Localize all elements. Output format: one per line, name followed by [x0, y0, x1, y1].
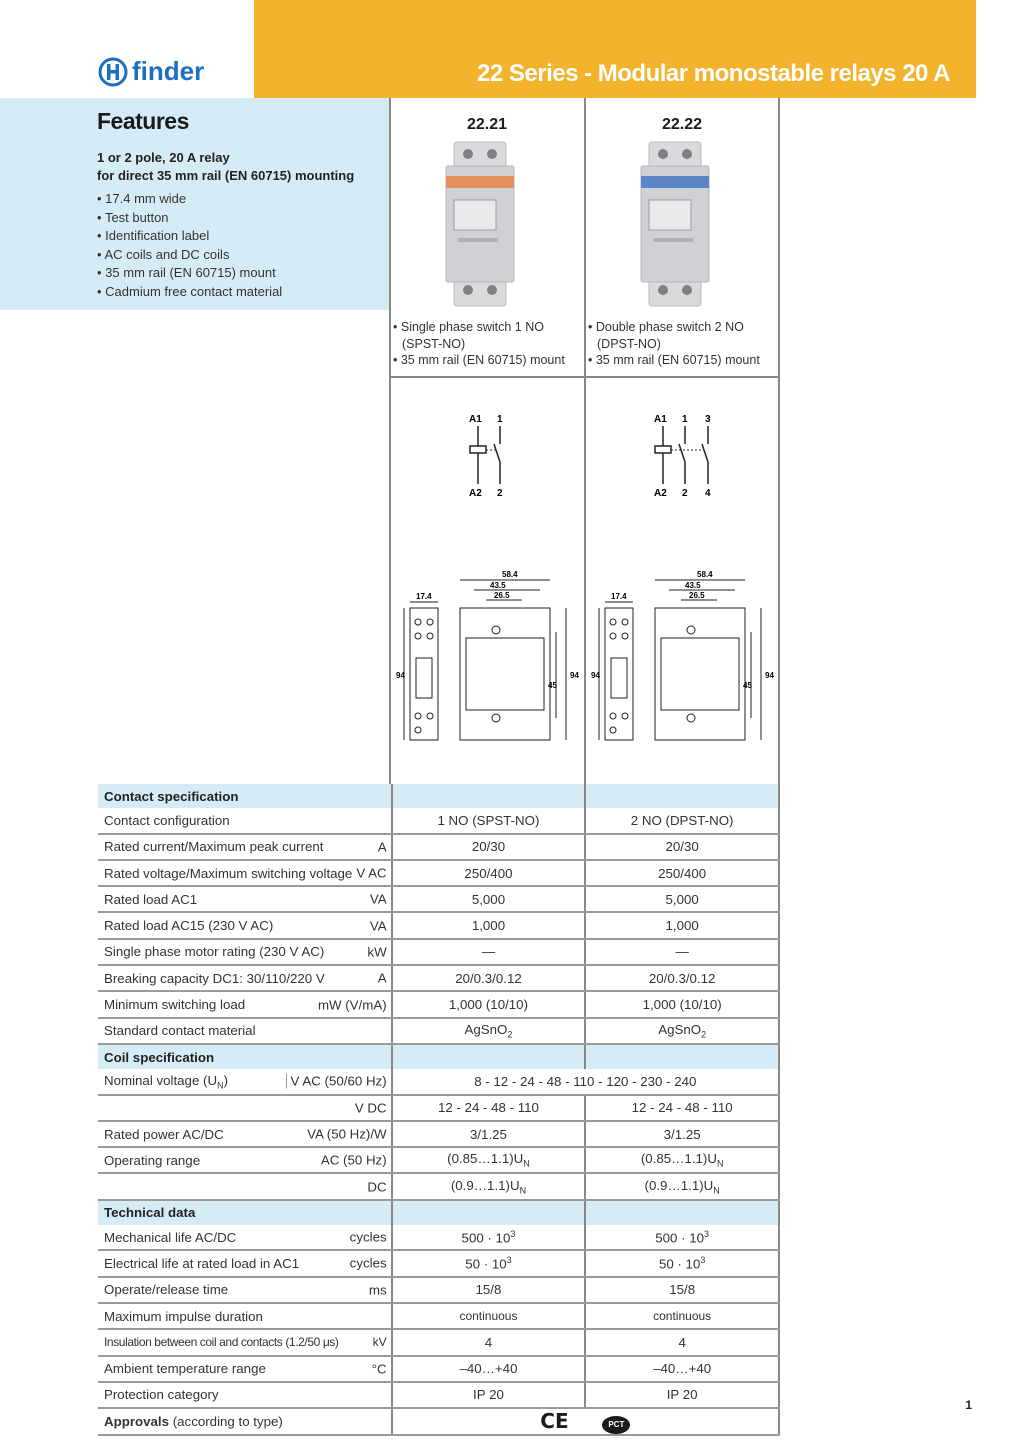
- dimension-label: 94: [591, 671, 600, 680]
- row-label: Rated power AC/DC: [104, 1126, 224, 1142]
- value-22-21: 3/1.25: [392, 1121, 586, 1147]
- terminal-label: 1: [497, 414, 503, 425]
- dimension-label: 45: [743, 681, 752, 690]
- row-label: Protection category: [104, 1387, 219, 1403]
- value-22-21: $(0.85\dots 1.1)U_N$: [392, 1147, 586, 1173]
- value-22-22: 1,000: [585, 912, 779, 938]
- feature-item: • 35 mm rail (EN 60715) mount: [97, 264, 282, 283]
- table-row: [98, 912, 779, 938]
- row-label: Rated load AC1: [104, 891, 198, 907]
- value-22-22: IP 20: [585, 1382, 779, 1408]
- dimension-label: 43.5: [490, 581, 506, 590]
- value-22-22: $500 \cdot 10^3$: [585, 1225, 779, 1250]
- spec-table: [98, 784, 780, 1436]
- row-label: Ambient temperature range: [104, 1361, 266, 1377]
- dimension-label: 26.5: [689, 591, 705, 600]
- features-title: Features: [97, 108, 189, 134]
- section-title: Coil specification: [98, 1044, 392, 1069]
- row-label: Nominal voltage $(U_N)$: [104, 1072, 229, 1091]
- model-notes-22-22: [588, 319, 778, 369]
- table-row: [98, 860, 779, 886]
- value-22-22: 20/30: [585, 834, 779, 860]
- value-both: 8 - 12 - 24 - 48 - 110 - 120 - 230 - 240: [392, 1069, 779, 1094]
- row-unit: kW: [367, 944, 387, 960]
- dimension-label: 17.4: [416, 592, 432, 601]
- terminal-label: 1: [682, 414, 688, 425]
- row-label: Contact configuration: [104, 812, 230, 828]
- notes-divider: [389, 376, 780, 378]
- finder-logo: [98, 56, 204, 87]
- value-22-22: —: [585, 939, 779, 965]
- value-22-22: –40…+40: [585, 1356, 779, 1382]
- value-22-21: 250/400: [392, 860, 586, 886]
- table-row: [98, 886, 779, 912]
- ce-mark-icon: CE: [540, 1409, 569, 1434]
- feature-item: • 17.4 mm wide: [97, 190, 282, 209]
- value-22-21: continuous: [392, 1303, 586, 1329]
- section-row-contact: [98, 784, 779, 808]
- table-row-approvals: [98, 1408, 779, 1434]
- table-row: [98, 1121, 779, 1147]
- table-row: [98, 1095, 779, 1121]
- value-22-21: $(0.9\dots 1.1)U_N$: [392, 1173, 586, 1199]
- terminal-label: A2: [654, 488, 667, 499]
- row-unit: VA: [369, 891, 387, 907]
- value-22-21: –40…+40: [392, 1356, 586, 1382]
- value-22-21: 5,000: [392, 886, 586, 912]
- section-title: Technical data: [98, 1200, 392, 1225]
- dimension-label: 43.5: [685, 581, 701, 590]
- table-row: [98, 1277, 779, 1303]
- row-unit: V AC (50/60 Hz): [286, 1074, 387, 1089]
- approval-marks: [392, 1408, 779, 1434]
- terminal-label: A1: [469, 414, 482, 425]
- row-label: Maximum impulse duration: [104, 1308, 263, 1324]
- dimension-label: 58.4: [502, 570, 518, 579]
- value-22-22: 20/0.3/0.12: [585, 965, 779, 991]
- value-22-21: 15/8: [392, 1277, 586, 1303]
- features-subtitle: [97, 149, 354, 185]
- feature-item: • AC coils and DC coils: [97, 246, 282, 265]
- model-note: • Single phase switch 1 NO (SPST-NO): [393, 319, 583, 352]
- row-unit: VA (50 Hz)/W: [307, 1126, 387, 1142]
- row-unit: °C: [371, 1361, 387, 1377]
- feature-item: • Identification label: [97, 227, 282, 246]
- row-label: Standard contact material: [98, 1018, 392, 1044]
- dimension-label: 94: [396, 671, 405, 680]
- column-divider-middle: [584, 98, 586, 784]
- value-22-21: $500 \cdot 10^3$: [392, 1225, 586, 1250]
- model-notes-22-21: [393, 319, 583, 369]
- value-22-22: 3/1.25: [585, 1121, 779, 1147]
- finder-logo-icon: [98, 57, 128, 87]
- row-unit: A: [377, 970, 387, 986]
- value-22-21: $50 \cdot 10^3$: [392, 1250, 586, 1276]
- row-label: Rated load AC15 (230 V AC): [104, 918, 274, 934]
- table-row: [98, 1303, 779, 1329]
- column-divider-right: [778, 98, 780, 784]
- table-row: [98, 808, 779, 833]
- value-22-21: 1 NO (SPST-NO): [392, 808, 586, 833]
- row-unit: ms: [368, 1282, 387, 1298]
- wiring-diagram-22-21: [460, 410, 520, 500]
- section-row-technical: [98, 1200, 779, 1225]
- terminal-label: 2: [682, 488, 688, 499]
- section-title: Contact specification: [98, 784, 392, 808]
- value-22-22: 2 NO (DPST-NO): [585, 808, 779, 833]
- table-row: [98, 939, 779, 965]
- row-label: Mechanical life AC/DC: [104, 1229, 237, 1245]
- table-row: [98, 834, 779, 860]
- table-row: [98, 1069, 779, 1094]
- table-row: [98, 1225, 779, 1250]
- row-label: Rated voltage/Maximum switching voltage: [104, 865, 353, 881]
- row-unit: AC (50 Hz): [320, 1152, 387, 1168]
- row-label: Minimum switching load: [104, 997, 246, 1013]
- model-note: • Double phase switch 2 NO (DPST-NO): [588, 319, 778, 352]
- row-label: Rated current/Maximum peak current: [104, 839, 324, 855]
- model-note: • 35 mm rail (EN 60715) mount: [393, 352, 583, 369]
- column-divider-left: [389, 98, 391, 784]
- row-unit: mW (V/mA): [317, 997, 387, 1013]
- value-22-22: 5,000: [585, 886, 779, 912]
- terminal-label: 3: [705, 414, 711, 425]
- terminal-label: A1: [654, 414, 667, 425]
- table-row: [98, 1382, 779, 1408]
- value-22-21: 4: [392, 1329, 586, 1355]
- dimension-drawing-22-21: [394, 566, 580, 748]
- value-22-22: 4: [585, 1329, 779, 1355]
- row-unit: cycles: [349, 1229, 387, 1245]
- value-22-21: 1,000: [392, 912, 586, 938]
- row-label: Insulation between coil and contacts (1.2/50 μs): [104, 1335, 339, 1350]
- model-title-22-22: 22.22: [661, 116, 703, 133]
- row-label: Breaking capacity DC1: 30/110/220 V: [104, 970, 325, 986]
- value-22-22: $(0.9\dots 1.1)U_N$: [585, 1173, 779, 1199]
- row-unit: cycles: [349, 1255, 387, 1271]
- row-unit: V AC: [356, 865, 387, 881]
- value-22-22: 12 - 24 - 48 - 110: [585, 1095, 779, 1121]
- relay-photo-22-21: [440, 140, 520, 310]
- approvals-label: Approvals: [104, 1413, 170, 1429]
- dimension-label: 17.4: [611, 592, 627, 601]
- value-22-22: $(0.85\dots 1.1)U_N$: [585, 1147, 779, 1173]
- value-22-22: 15/8: [585, 1277, 779, 1303]
- relay-photo-22-22: [635, 140, 715, 310]
- value-22-21: IP 20: [392, 1382, 586, 1408]
- table-row: [98, 991, 779, 1017]
- dimension-label: 26.5: [494, 591, 510, 600]
- model-note: • 35 mm rail (EN 60715) mount: [588, 352, 778, 369]
- dimension-label: 94: [765, 671, 774, 680]
- table-row: [98, 965, 779, 991]
- features-list: [97, 190, 282, 301]
- terminal-label: 2: [497, 488, 503, 499]
- terminal-label: A2: [469, 488, 482, 499]
- value-22-22: 1,000 (10/10): [585, 991, 779, 1017]
- value-22-22: $50 \cdot 10^3$: [585, 1250, 779, 1276]
- value-22-22: AgSnO$_2$: [585, 1018, 779, 1044]
- terminal-label: 4: [705, 488, 711, 499]
- approvals-note: (according to type): [169, 1413, 283, 1429]
- row-unit: kV: [372, 1335, 387, 1350]
- page-number: 1: [965, 1398, 972, 1412]
- logo-text: finder: [132, 56, 205, 86]
- section-row-coil: [98, 1044, 779, 1069]
- value-22-21: 20/0.3/0.12: [392, 965, 586, 991]
- dimension-label: 58.4: [697, 570, 713, 579]
- value-22-21: 12 - 24 - 48 - 110: [392, 1095, 586, 1121]
- value-22-21: —: [392, 939, 586, 965]
- row-label: Electrical life at rated load in AC1: [104, 1255, 300, 1271]
- row-unit: A: [377, 839, 387, 855]
- feature-item: • Test button: [97, 209, 282, 228]
- model-title-22-21: 22.21: [466, 116, 508, 133]
- row-unit: V DC: [354, 1100, 387, 1116]
- table-row: [98, 1173, 779, 1199]
- row-label: Operating range: [104, 1152, 201, 1168]
- row-unit: DC: [367, 1179, 387, 1195]
- table-row: [98, 1147, 779, 1173]
- dimension-label: 45: [548, 681, 557, 690]
- value-22-21: AgSnO$_2$: [392, 1018, 586, 1044]
- table-row: [98, 1018, 779, 1044]
- table-row: [98, 1329, 779, 1355]
- dimension-drawing-22-22: [589, 566, 775, 748]
- row-label: Single phase motor rating (230 V AC): [104, 944, 325, 960]
- value-22-22: continuous: [585, 1303, 779, 1329]
- pct-mark-icon: PCT: [602, 1416, 630, 1434]
- dimension-label: 94: [570, 671, 579, 680]
- row-unit: VA: [369, 918, 387, 934]
- row-label: Operate/release time: [104, 1282, 229, 1298]
- features-subtitle-line-1: 1 or 2 pole, 20 A relay: [97, 150, 230, 165]
- table-row: [98, 1356, 779, 1382]
- series-title: 22 Series - Modular monostable relays 20 A: [477, 60, 950, 87]
- features-subtitle-line-2: for direct 35 mm rail (EN 60715) mounting: [97, 168, 355, 183]
- table-row: [98, 1250, 779, 1276]
- value-22-21: 20/30: [392, 834, 586, 860]
- feature-item: • Cadmium free contact material: [97, 283, 282, 302]
- value-22-21: 1,000 (10/10): [392, 991, 586, 1017]
- value-22-22: 250/400: [585, 860, 779, 886]
- wiring-diagram-22-22: [645, 410, 725, 500]
